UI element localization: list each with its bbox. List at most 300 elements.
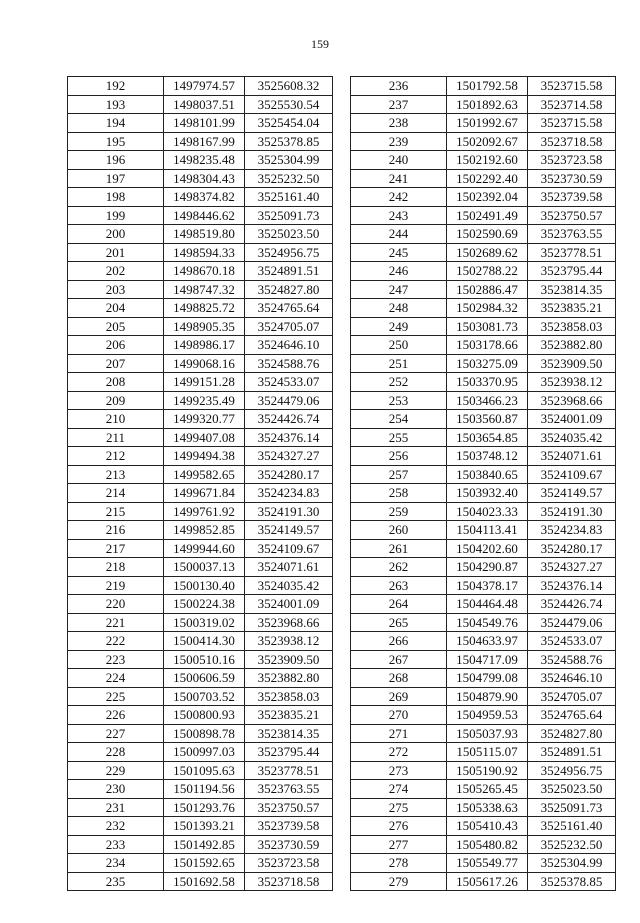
y-coordinate-cell: 3524280.17 — [528, 539, 616, 558]
table-row — [351, 632, 616, 651]
table-row — [351, 428, 616, 447]
y-coordinate-cell: 3523730.59 — [528, 169, 616, 188]
coordinates-table-right — [350, 76, 616, 891]
table-row — [68, 576, 333, 595]
point-number-cell: 196 — [68, 151, 164, 170]
y-coordinate-cell: 3525161.40 — [528, 817, 616, 836]
x-coordinate-cell: 1505115.07 — [447, 743, 528, 762]
y-coordinate-cell: 3524035.42 — [528, 428, 616, 447]
y-coordinate-cell: 3525232.50 — [245, 169, 333, 188]
x-coordinate-cell: 1504549.76 — [447, 613, 528, 632]
y-coordinate-cell: 3524071.61 — [245, 558, 333, 577]
y-coordinate-cell: 3523723.58 — [245, 854, 333, 873]
point-number-cell: 222 — [68, 632, 164, 651]
x-coordinate-cell: 1500414.30 — [164, 632, 245, 651]
x-coordinate-cell: 1500130.40 — [164, 576, 245, 595]
table-row — [68, 373, 333, 392]
table-row — [68, 428, 333, 447]
x-coordinate-cell: 1499582.65 — [164, 465, 245, 484]
x-coordinate-cell: 1503748.12 — [447, 447, 528, 466]
x-coordinate-cell: 1501293.76 — [164, 798, 245, 817]
x-coordinate-cell: 1504464.48 — [447, 595, 528, 614]
y-coordinate-cell: 3525232.50 — [528, 835, 616, 854]
y-coordinate-cell: 3524765.64 — [245, 299, 333, 318]
y-coordinate-cell: 3523938.12 — [245, 632, 333, 651]
x-coordinate-cell: 1503466.23 — [447, 391, 528, 410]
table-row — [351, 780, 616, 799]
table-row — [351, 336, 616, 355]
point-number-cell: 254 — [351, 410, 447, 429]
point-number-cell: 201 — [68, 243, 164, 262]
x-coordinate-cell: 1498304.43 — [164, 169, 245, 188]
table-row — [68, 188, 333, 207]
table-row — [351, 798, 616, 817]
x-coordinate-cell: 1499671.84 — [164, 484, 245, 503]
x-coordinate-cell: 1499944.60 — [164, 539, 245, 558]
x-coordinate-cell: 1501492.85 — [164, 835, 245, 854]
x-coordinate-cell: 1502590.69 — [447, 225, 528, 244]
y-coordinate-cell: 3524588.76 — [528, 650, 616, 669]
x-coordinate-cell: 1502292.40 — [447, 169, 528, 188]
point-number-cell: 246 — [351, 262, 447, 281]
x-coordinate-cell: 1500319.02 — [164, 613, 245, 632]
table-row — [351, 299, 616, 318]
table-row — [68, 780, 333, 799]
x-coordinate-cell: 1500510.16 — [164, 650, 245, 669]
y-coordinate-cell: 3524149.57 — [245, 521, 333, 540]
x-coordinate-cell: 1504202.60 — [447, 539, 528, 558]
point-number-cell: 242 — [351, 188, 447, 207]
table-row — [351, 521, 616, 540]
table-row — [351, 354, 616, 373]
table-row — [351, 484, 616, 503]
point-number-cell: 237 — [351, 95, 447, 114]
x-coordinate-cell: 1505190.92 — [447, 761, 528, 780]
y-coordinate-cell: 3523858.03 — [245, 687, 333, 706]
x-coordinate-cell: 1499068.16 — [164, 354, 245, 373]
table-row — [351, 391, 616, 410]
x-coordinate-cell: 1503560.87 — [447, 410, 528, 429]
point-number-cell: 220 — [68, 595, 164, 614]
y-coordinate-cell: 3523750.57 — [528, 206, 616, 225]
table-row — [68, 539, 333, 558]
y-coordinate-cell: 3524001.09 — [528, 410, 616, 429]
y-coordinate-cell: 3523835.21 — [528, 299, 616, 318]
y-coordinate-cell: 3524426.74 — [528, 595, 616, 614]
x-coordinate-cell: 1499761.92 — [164, 502, 245, 521]
x-coordinate-cell: 1499320.77 — [164, 410, 245, 429]
point-number-cell: 244 — [351, 225, 447, 244]
y-coordinate-cell: 3523814.35 — [245, 724, 333, 743]
x-coordinate-cell: 1504113.41 — [447, 521, 528, 540]
x-coordinate-cell: 1502984.32 — [447, 299, 528, 318]
table-row — [351, 206, 616, 225]
x-coordinate-cell: 1499407.08 — [164, 428, 245, 447]
y-coordinate-cell: 3524533.07 — [528, 632, 616, 651]
y-coordinate-cell: 3524479.06 — [528, 613, 616, 632]
table-row — [68, 280, 333, 299]
point-number-cell: 235 — [68, 872, 164, 891]
x-coordinate-cell: 1505480.82 — [447, 835, 528, 854]
x-coordinate-cell: 1502788.22 — [447, 262, 528, 281]
table-row — [68, 206, 333, 225]
table-row — [68, 354, 333, 373]
y-coordinate-cell: 3523763.55 — [528, 225, 616, 244]
table-row — [351, 95, 616, 114]
table-row — [351, 317, 616, 336]
x-coordinate-cell: 1504717.09 — [447, 650, 528, 669]
y-coordinate-cell: 3525378.85 — [528, 872, 616, 891]
point-number-cell: 276 — [351, 817, 447, 836]
point-number-cell: 262 — [351, 558, 447, 577]
table-row — [68, 243, 333, 262]
x-coordinate-cell: 1498101.99 — [164, 114, 245, 133]
x-coordinate-cell: 1501692.58 — [164, 872, 245, 891]
x-coordinate-cell: 1497974.57 — [164, 77, 245, 96]
y-coordinate-cell: 3525530.54 — [245, 95, 333, 114]
y-coordinate-cell: 3524109.67 — [528, 465, 616, 484]
point-number-cell: 266 — [351, 632, 447, 651]
point-number-cell: 219 — [68, 576, 164, 595]
table-row — [351, 114, 616, 133]
table-row — [68, 151, 333, 170]
y-coordinate-cell: 3524376.14 — [528, 576, 616, 595]
x-coordinate-cell: 1504378.17 — [447, 576, 528, 595]
x-coordinate-cell: 1501992.67 — [447, 114, 528, 133]
point-number-cell: 268 — [351, 669, 447, 688]
point-number-cell: 273 — [351, 761, 447, 780]
point-number-cell: 238 — [351, 114, 447, 133]
point-number-cell: 270 — [351, 706, 447, 725]
table-row — [68, 77, 333, 96]
x-coordinate-cell: 1504633.97 — [447, 632, 528, 651]
point-number-cell: 269 — [351, 687, 447, 706]
table-row — [68, 299, 333, 318]
y-coordinate-cell: 3525023.50 — [245, 225, 333, 244]
point-number-cell: 243 — [351, 206, 447, 225]
table-row — [68, 132, 333, 151]
point-number-cell: 205 — [68, 317, 164, 336]
y-coordinate-cell: 3523750.57 — [245, 798, 333, 817]
table-row — [351, 77, 616, 96]
x-coordinate-cell: 1503654.85 — [447, 428, 528, 447]
y-coordinate-cell: 3523909.50 — [528, 354, 616, 373]
table-row — [351, 539, 616, 558]
table-row — [351, 262, 616, 281]
table-row — [351, 132, 616, 151]
point-number-cell: 236 — [351, 77, 447, 96]
table-row — [68, 114, 333, 133]
y-coordinate-cell: 3524646.10 — [245, 336, 333, 355]
y-coordinate-cell: 3523778.51 — [245, 761, 333, 780]
table-row — [68, 317, 333, 336]
point-number-cell: 230 — [68, 780, 164, 799]
table-row — [68, 169, 333, 188]
table-row — [351, 724, 616, 743]
table-row — [351, 188, 616, 207]
table-row — [68, 687, 333, 706]
point-number-cell: 194 — [68, 114, 164, 133]
y-coordinate-cell: 3523715.58 — [528, 77, 616, 96]
x-coordinate-cell: 1499151.28 — [164, 373, 245, 392]
x-coordinate-cell: 1503932.40 — [447, 484, 528, 503]
point-number-cell: 267 — [351, 650, 447, 669]
table-row — [68, 558, 333, 577]
point-number-cell: 212 — [68, 447, 164, 466]
table-row — [351, 243, 616, 262]
point-number-cell: 277 — [351, 835, 447, 854]
point-number-cell: 206 — [68, 336, 164, 355]
table-row — [351, 613, 616, 632]
table-row — [68, 835, 333, 854]
y-coordinate-cell: 3524891.51 — [245, 262, 333, 281]
table-row — [68, 595, 333, 614]
point-number-cell: 258 — [351, 484, 447, 503]
page-number: 159 — [311, 37, 329, 51]
y-coordinate-cell: 3525454.04 — [245, 114, 333, 133]
y-coordinate-cell: 3523763.55 — [245, 780, 333, 799]
point-number-cell: 221 — [68, 613, 164, 632]
x-coordinate-cell: 1498747.32 — [164, 280, 245, 299]
point-number-cell: 204 — [68, 299, 164, 318]
x-coordinate-cell: 1498905.35 — [164, 317, 245, 336]
table-row — [351, 169, 616, 188]
y-coordinate-cell: 3524827.80 — [245, 280, 333, 299]
x-coordinate-cell: 1505338.63 — [447, 798, 528, 817]
y-coordinate-cell: 3523715.58 — [528, 114, 616, 133]
x-coordinate-cell: 1500606.59 — [164, 669, 245, 688]
point-number-cell: 231 — [68, 798, 164, 817]
y-coordinate-cell: 3523739.58 — [245, 817, 333, 836]
point-number-cell: 255 — [351, 428, 447, 447]
table-row — [68, 872, 333, 891]
y-coordinate-cell: 3524646.10 — [528, 669, 616, 688]
point-number-cell: 257 — [351, 465, 447, 484]
table-row — [351, 650, 616, 669]
y-coordinate-cell: 3523714.58 — [528, 95, 616, 114]
y-coordinate-cell: 3523835.21 — [245, 706, 333, 725]
y-coordinate-cell: 3523730.59 — [245, 835, 333, 854]
table-row — [68, 706, 333, 725]
y-coordinate-cell: 3525091.73 — [245, 206, 333, 225]
table-row — [351, 854, 616, 873]
point-number-cell: 216 — [68, 521, 164, 540]
y-coordinate-cell: 3524280.17 — [245, 465, 333, 484]
point-number-cell: 261 — [351, 539, 447, 558]
point-number-cell: 260 — [351, 521, 447, 540]
y-coordinate-cell: 3524327.27 — [245, 447, 333, 466]
table-row — [351, 373, 616, 392]
point-number-cell: 227 — [68, 724, 164, 743]
point-number-cell: 193 — [68, 95, 164, 114]
x-coordinate-cell: 1500898.78 — [164, 724, 245, 743]
point-number-cell: 199 — [68, 206, 164, 225]
table-row — [68, 484, 333, 503]
x-coordinate-cell: 1504290.87 — [447, 558, 528, 577]
x-coordinate-cell: 1501095.63 — [164, 761, 245, 780]
point-number-cell: 275 — [351, 798, 447, 817]
point-number-cell: 225 — [68, 687, 164, 706]
table-row — [68, 465, 333, 484]
point-number-cell: 272 — [351, 743, 447, 762]
point-number-cell: 224 — [68, 669, 164, 688]
table-row — [351, 225, 616, 244]
x-coordinate-cell: 1502392.04 — [447, 188, 528, 207]
y-coordinate-cell: 3524533.07 — [245, 373, 333, 392]
point-number-cell: 217 — [68, 539, 164, 558]
table-row — [68, 650, 333, 669]
table-row — [68, 854, 333, 873]
y-coordinate-cell: 3524765.64 — [528, 706, 616, 725]
point-number-cell: 233 — [68, 835, 164, 854]
point-number-cell: 229 — [68, 761, 164, 780]
y-coordinate-cell: 3524705.07 — [245, 317, 333, 336]
x-coordinate-cell: 1501592.65 — [164, 854, 245, 873]
point-number-cell: 240 — [351, 151, 447, 170]
point-number-cell: 264 — [351, 595, 447, 614]
y-coordinate-cell: 3525161.40 — [245, 188, 333, 207]
y-coordinate-cell: 3525023.50 — [528, 780, 616, 799]
x-coordinate-cell: 1503370.95 — [447, 373, 528, 392]
y-coordinate-cell: 3525091.73 — [528, 798, 616, 817]
y-coordinate-cell: 3524191.30 — [245, 502, 333, 521]
point-number-cell: 211 — [68, 428, 164, 447]
point-number-cell: 203 — [68, 280, 164, 299]
x-coordinate-cell: 1499494.38 — [164, 447, 245, 466]
y-coordinate-cell: 3523968.66 — [245, 613, 333, 632]
point-number-cell: 279 — [351, 872, 447, 891]
y-coordinate-cell: 3524035.42 — [245, 576, 333, 595]
y-coordinate-cell: 3523718.58 — [528, 132, 616, 151]
table-row — [351, 447, 616, 466]
x-coordinate-cell: 1499852.85 — [164, 521, 245, 540]
table-row — [351, 687, 616, 706]
table-row — [68, 262, 333, 281]
table-row — [351, 280, 616, 299]
x-coordinate-cell: 1498037.51 — [164, 95, 245, 114]
point-number-cell: 234 — [68, 854, 164, 873]
table-row — [351, 835, 616, 854]
x-coordinate-cell: 1502092.67 — [447, 132, 528, 151]
x-coordinate-cell: 1498825.72 — [164, 299, 245, 318]
y-coordinate-cell: 3524234.83 — [528, 521, 616, 540]
table-row — [68, 391, 333, 410]
y-coordinate-cell: 3524191.30 — [528, 502, 616, 521]
x-coordinate-cell: 1501393.21 — [164, 817, 245, 836]
point-number-cell: 228 — [68, 743, 164, 762]
x-coordinate-cell: 1505410.43 — [447, 817, 528, 836]
point-number-cell: 215 — [68, 502, 164, 521]
table-row — [68, 817, 333, 836]
point-number-cell: 202 — [68, 262, 164, 281]
x-coordinate-cell: 1498986.17 — [164, 336, 245, 355]
table-row — [351, 669, 616, 688]
point-number-cell: 223 — [68, 650, 164, 669]
point-number-cell: 198 — [68, 188, 164, 207]
point-number-cell: 245 — [351, 243, 447, 262]
y-coordinate-cell: 3525304.99 — [528, 854, 616, 873]
table-row — [351, 706, 616, 725]
table-row — [351, 151, 616, 170]
y-coordinate-cell: 3523795.44 — [245, 743, 333, 762]
x-coordinate-cell: 1504959.53 — [447, 706, 528, 725]
y-coordinate-cell: 3525304.99 — [245, 151, 333, 170]
point-number-cell: 252 — [351, 373, 447, 392]
table-row — [68, 95, 333, 114]
y-coordinate-cell: 3524001.09 — [245, 595, 333, 614]
x-coordinate-cell: 1503840.65 — [447, 465, 528, 484]
table-body-right — [351, 77, 616, 891]
x-coordinate-cell: 1503275.09 — [447, 354, 528, 373]
point-number-cell: 271 — [351, 724, 447, 743]
x-coordinate-cell: 1501892.63 — [447, 95, 528, 114]
point-number-cell: 251 — [351, 354, 447, 373]
x-coordinate-cell: 1500037.13 — [164, 558, 245, 577]
point-number-cell: 200 — [68, 225, 164, 244]
y-coordinate-cell: 3524426.74 — [245, 410, 333, 429]
y-coordinate-cell: 3523882.80 — [245, 669, 333, 688]
table-row — [68, 613, 333, 632]
x-coordinate-cell: 1502886.47 — [447, 280, 528, 299]
y-coordinate-cell: 3523718.58 — [245, 872, 333, 891]
table-row — [68, 761, 333, 780]
point-number-cell: 207 — [68, 354, 164, 373]
x-coordinate-cell: 1505265.45 — [447, 780, 528, 799]
y-coordinate-cell: 3524376.14 — [245, 428, 333, 447]
y-coordinate-cell: 3523778.51 — [528, 243, 616, 262]
x-coordinate-cell: 1503178.66 — [447, 336, 528, 355]
x-coordinate-cell: 1498594.33 — [164, 243, 245, 262]
point-number-cell: 241 — [351, 169, 447, 188]
point-number-cell: 192 — [68, 77, 164, 96]
x-coordinate-cell: 1501194.56 — [164, 780, 245, 799]
table-row — [351, 872, 616, 891]
x-coordinate-cell: 1498374.82 — [164, 188, 245, 207]
y-coordinate-cell: 3523968.66 — [528, 391, 616, 410]
point-number-cell: 265 — [351, 613, 447, 632]
x-coordinate-cell: 1500997.03 — [164, 743, 245, 762]
y-coordinate-cell: 3523909.50 — [245, 650, 333, 669]
y-coordinate-cell: 3524109.67 — [245, 539, 333, 558]
table-body-left — [68, 77, 333, 891]
y-coordinate-cell: 3523739.58 — [528, 188, 616, 207]
table-row — [68, 502, 333, 521]
point-number-cell: 239 — [351, 132, 447, 151]
point-number-cell: 232 — [68, 817, 164, 836]
point-number-cell: 256 — [351, 447, 447, 466]
point-number-cell: 263 — [351, 576, 447, 595]
y-coordinate-cell: 3523882.80 — [528, 336, 616, 355]
y-coordinate-cell: 3524149.57 — [528, 484, 616, 503]
point-number-cell: 226 — [68, 706, 164, 725]
coordinates-table-left — [67, 76, 333, 891]
table-row — [351, 465, 616, 484]
x-coordinate-cell: 1503081.73 — [447, 317, 528, 336]
y-coordinate-cell: 3525378.85 — [245, 132, 333, 151]
y-coordinate-cell: 3524956.75 — [528, 761, 616, 780]
x-coordinate-cell: 1502192.60 — [447, 151, 528, 170]
y-coordinate-cell: 3523795.44 — [528, 262, 616, 281]
table-row — [68, 447, 333, 466]
x-coordinate-cell: 1500703.52 — [164, 687, 245, 706]
x-coordinate-cell: 1498670.18 — [164, 262, 245, 281]
table-row — [351, 576, 616, 595]
x-coordinate-cell: 1498519.80 — [164, 225, 245, 244]
point-number-cell: 253 — [351, 391, 447, 410]
x-coordinate-cell: 1500800.93 — [164, 706, 245, 725]
y-coordinate-cell: 3524956.75 — [245, 243, 333, 262]
point-number-cell: 278 — [351, 854, 447, 873]
